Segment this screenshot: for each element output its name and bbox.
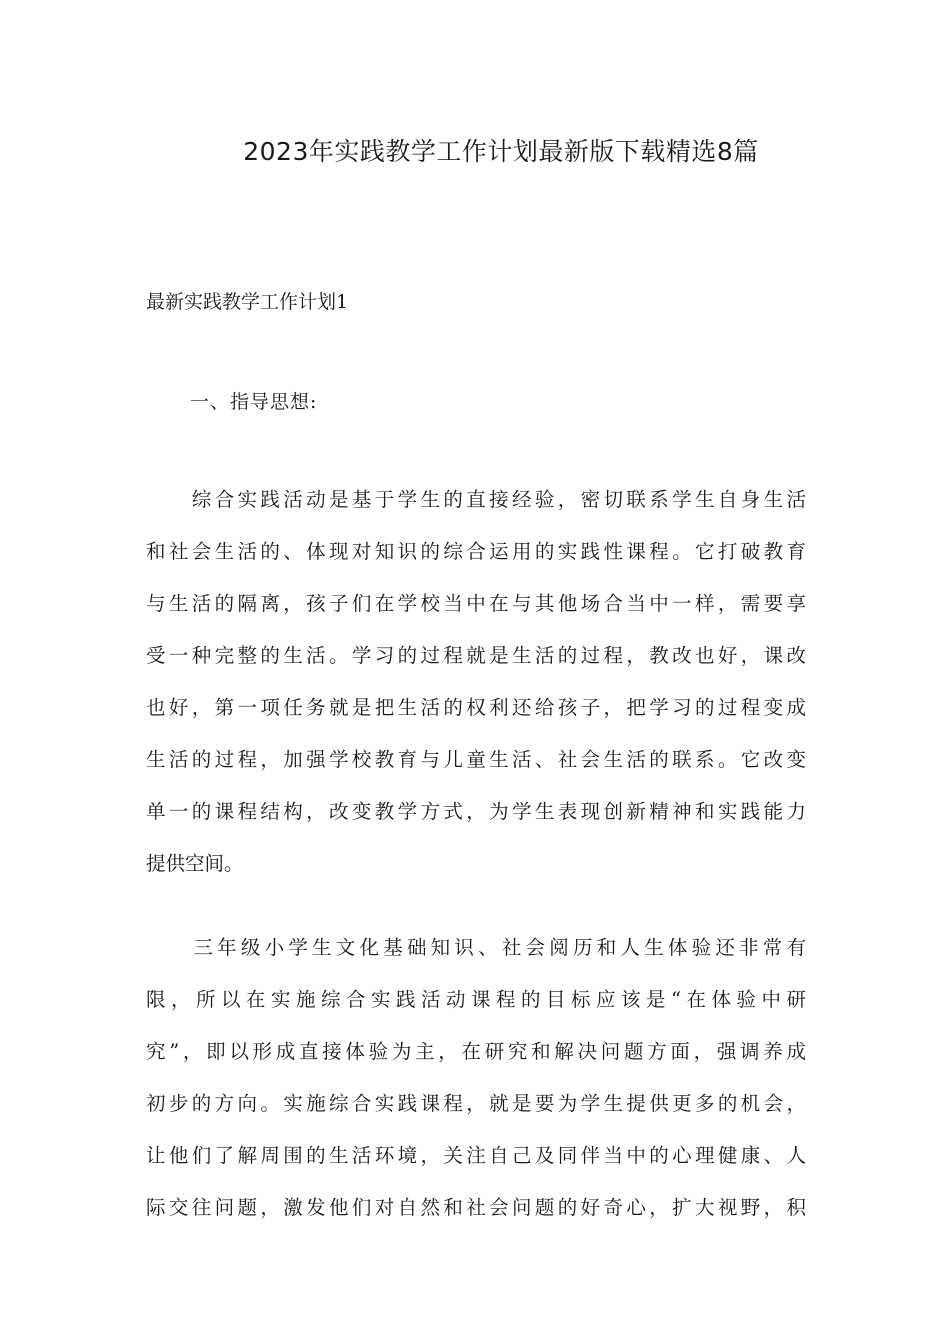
paragraph-line: 提供空间。 — [146, 852, 244, 875]
paragraph-line: 生活的过程，加强学校教育与儿童生活、社会生活的联系。它改变 — [146, 748, 806, 771]
paragraph-line: 三年级小学生文化基础知识、社会阅历和人生体验还非常有 — [146, 936, 806, 959]
paragraph-line: 综合实践活动是基于学生的直接经验，密切联系学生自身生活 — [146, 488, 806, 511]
paragraph-line: 也好，第一项任务就是把生活的权利还给孩子，把学习的过程变成 — [146, 696, 806, 719]
paragraph-line: 受一种完整的生活。学习的过程就是生活的过程，教改也好，课改 — [146, 644, 806, 667]
paragraph-line: 让他们了解周围的生活环境，关注自己及同伴当中的心理健康、人 — [146, 1144, 806, 1167]
paragraph-line: 限，所以在实施综合实践活动课程的目标应该是“在体验中研 — [146, 988, 806, 1011]
paragraph-guiding-thought — [146, 474, 806, 890]
paragraph-grade-three — [146, 922, 806, 1234]
section-title: 最新实践教学工作计划1 — [146, 291, 349, 313]
paragraph-line: 与生活的隔离，孩子们在学校当中在与其他场合当中一样，需要享 — [146, 592, 806, 615]
paragraph-line: 究”，即以形成直接体验为主，在研究和解决问题方面，强调养成 — [146, 1040, 806, 1063]
paragraph-line: 单一的课程结构，改变教学方式，为学生表现创新精神和实践能力 — [146, 800, 806, 823]
paragraph-line: 际交往问题，激发他们对自然和社会问题的好奇心，扩大视野，积 — [146, 1196, 806, 1219]
sub-heading: 一、指导思想: — [190, 391, 318, 413]
paragraph-line: 和社会生活的、体现对知识的综合运用的实践性课程。它打破教育 — [146, 540, 806, 563]
document-title: 2023年实践教学工作计划最新版下载精选8篇 — [243, 137, 759, 166]
paragraph-line: 初步的方向。实施综合实践课程，就是要为学生提供更多的机会， — [146, 1092, 806, 1115]
